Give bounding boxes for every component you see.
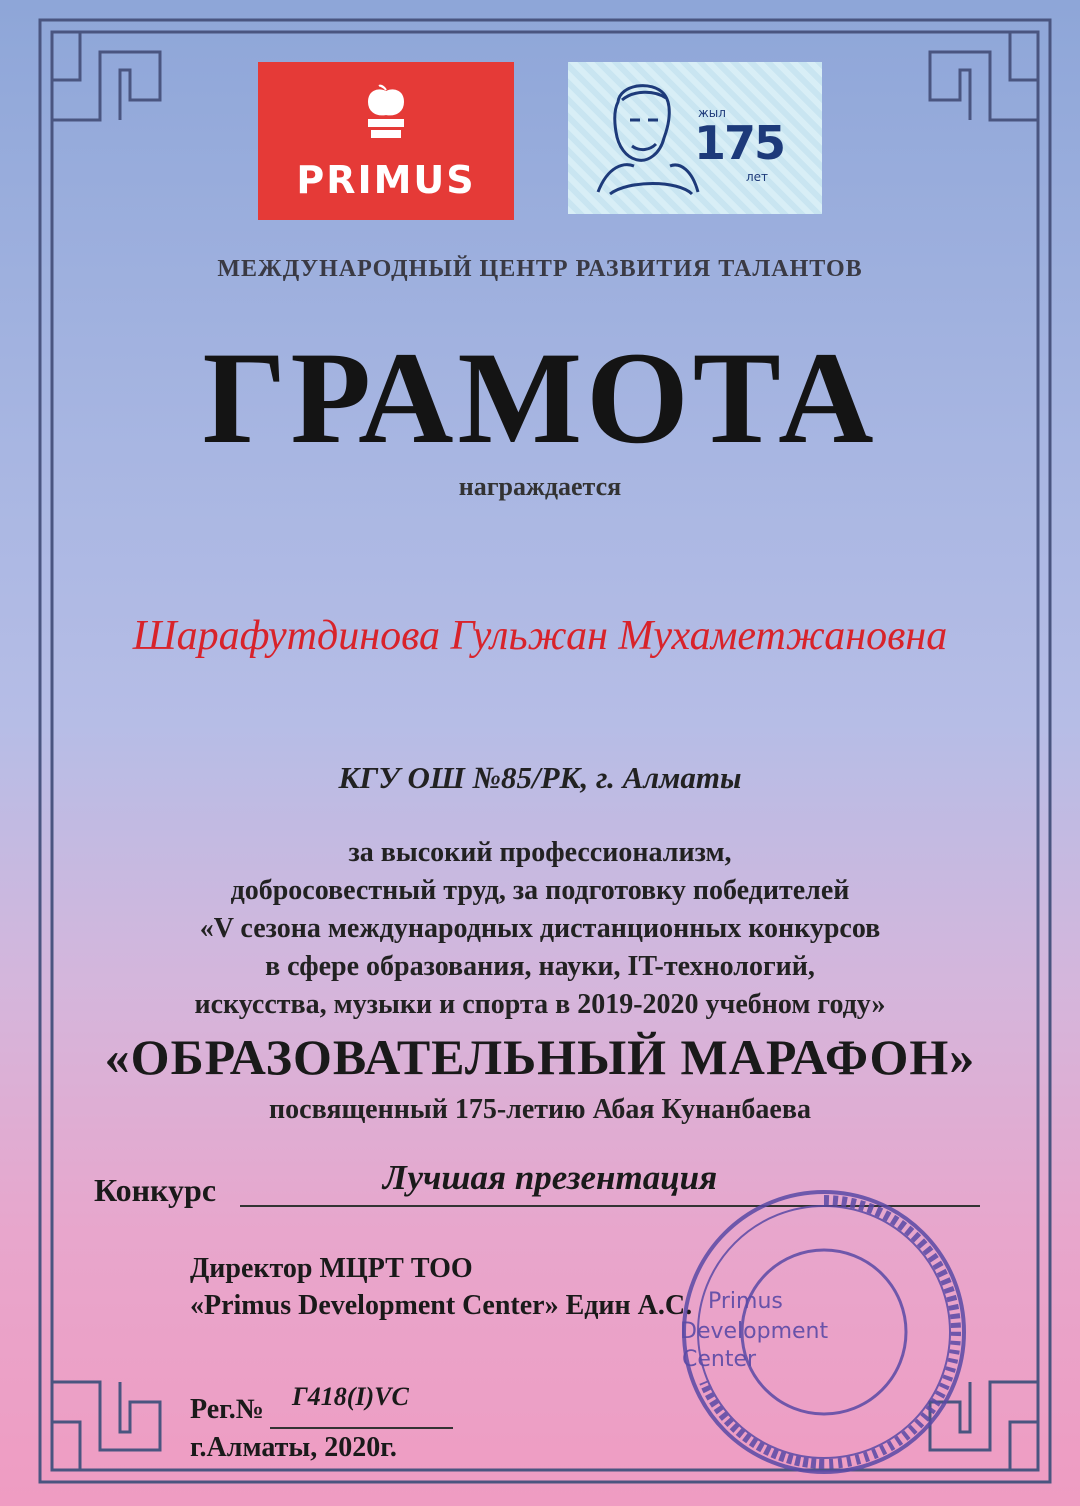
contest-label: Конкурс: [94, 1172, 217, 1208]
abai-175-logo: [568, 62, 822, 214]
registration-number: Г418(I)VC: [292, 1382, 409, 1411]
recipient-name: Шарафутдинова Гульжан Мухаметжановна: [132, 613, 948, 659]
event-name: «ОБРАЗОВАТЕЛЬНЫЙ МАРАФОН»: [104, 1029, 976, 1085]
reason-line: в сфере образования, науки, IT-технологий,: [265, 951, 815, 982]
apple-books-icon: [361, 84, 411, 144]
abai-logo-number: 175: [694, 116, 785, 170]
city-year: г.Алматы, 2020г.: [190, 1432, 397, 1463]
contest-value: Лучшая презентация: [382, 1158, 718, 1197]
event-dedication: посвященный 175-летию Абая Кунанбаева: [269, 1094, 811, 1125]
abai-logo-bottom-text: лет: [746, 170, 769, 184]
stamp-text-line1: Primus: [708, 1289, 783, 1314]
certificate-title: ГРАМОТА: [202, 324, 878, 471]
stamp-text-line2: Development: [680, 1319, 829, 1344]
award-reason: [0, 834, 1080, 1024]
awarded-text: награждается: [458, 472, 622, 501]
registration-underline: [270, 1427, 453, 1429]
primus-logo-text: PRIMUS: [296, 158, 476, 202]
recipient-school: КГУ ОШ №85/РК, г. Алматы: [338, 760, 742, 795]
reason-line: за высокий профессионализм,: [348, 837, 732, 868]
primus-logo: [258, 62, 514, 220]
registration-label: Рег.№: [190, 1394, 264, 1425]
director-title: Директор МЦРТ ТОО: [190, 1253, 473, 1284]
reason-line: искусства, музыки и спорта в 2019-2020 учебном году»: [194, 989, 886, 1020]
director-signature: [190, 1250, 692, 1324]
stamp-text-line3: Center: [682, 1347, 757, 1372]
official-stamp: [674, 1182, 974, 1482]
reason-line: «V сезона международных дистанционных конкурсов: [199, 913, 881, 944]
director-org-name: «Primus Development Center» Един А.С.: [190, 1290, 693, 1321]
reason-line: добросовестный труд, за подготовку победителей: [230, 875, 850, 906]
abai-logo-top-text: жыл: [698, 106, 726, 120]
organization-name: МЕЖДУНАРОДНЫЙ ЦЕНТР РАЗВИТИЯ ТАЛАНТОВ: [217, 256, 863, 282]
